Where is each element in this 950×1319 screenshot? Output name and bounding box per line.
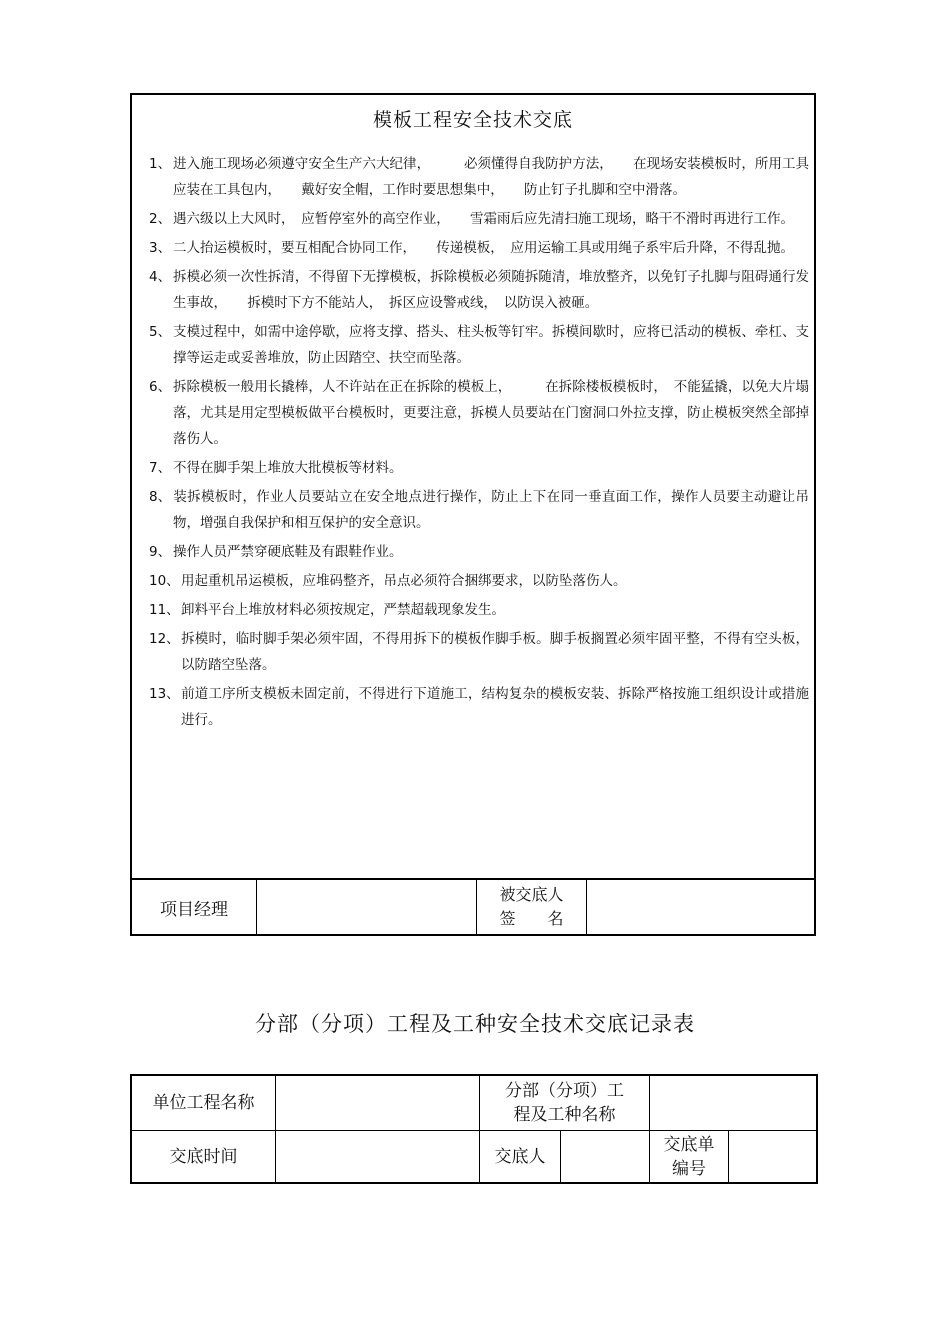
briefing-item: [149, 681, 809, 733]
briefing-item: [149, 568, 809, 594]
item-text: 操作人员严禁穿硬底鞋及有跟鞋作业。: [173, 544, 403, 560]
project-manager-field[interactable]: [257, 880, 477, 934]
subproject-label-line2: 程及工种名称: [513, 1105, 616, 1125]
item-number: 5、: [149, 324, 172, 340]
item-number: 13、: [149, 686, 180, 702]
briefing-item: [149, 374, 809, 452]
item-text: 拆除模板一般用长撬棒，人不许站在正在拆除的模板上， 在拆除楼板模板时， 不能猛撬，以免大片塌落，尤其是用定型模板做平台模板时，更要注意，拆模人员要站在门窗洞口外拉支撑，防止模板突然全部掉落伤人。: [173, 379, 809, 447]
item-number: 9、: [149, 544, 172, 560]
record-row-1: [132, 1076, 816, 1131]
record-table: [130, 1074, 818, 1184]
item-text: 前道工序所支模板未固定前，不得进行下道施工，结构复杂的模板安装、拆除严格按施工组织设计或措施进行。: [181, 686, 809, 728]
item-text: 用起重机吊运模板，应堆码整齐，吊点必须符合捆绑要求，以防坠落伤人。: [181, 573, 627, 589]
item-number: 2、: [149, 211, 172, 227]
item-text: 二人抬运模板时，要互相配合协同工作， 传递模板， 应用运输工具或用绳子系牢后升降，不得乱抛。: [173, 240, 794, 256]
signature-row: [132, 878, 814, 934]
record-row-2: [132, 1131, 816, 1182]
briefing-item: [149, 206, 809, 232]
item-text: 拆模时，临时脚手架必须牢固，不得用拆下的模板作脚手板。脚手板搁置必须牢固平整，不得有空头板，以防踏空坠落。: [181, 631, 809, 673]
unit-name-label: 单位工程名称: [132, 1076, 276, 1130]
briefing-item: [149, 455, 809, 481]
item-number: 12、: [149, 631, 180, 647]
receiver-signature-label: [477, 880, 587, 934]
item-number: 3、: [149, 240, 172, 256]
subproject-field[interactable]: [650, 1076, 816, 1130]
briefing-item: [149, 235, 809, 261]
presenter-label: 交底人: [480, 1131, 561, 1182]
receiver-label-line2: 签 名: [499, 909, 564, 928]
briefing-number-line2: 编号: [672, 1158, 706, 1179]
receiver-signature-field[interactable]: [587, 880, 814, 934]
briefing-item: [149, 539, 809, 565]
item-text: 支模过程中，如需中途停歇，应将支撑、搭头、柱头板等钉牢。拆模间歇时，应将已活动的模板、牵杠、支撑等运走或妥善堆放，防止因踏空、扶空而坠落。: [173, 324, 809, 366]
record-table-title: 分部（分项）工程及工种安全技术交底记录表: [255, 1012, 695, 1036]
item-text: 遇六级以上大风时， 应暂停室外的高空作业， 雪霜雨后应先清扫施工现场，略干不滑时再进行工作。: [173, 211, 794, 227]
briefing-title: 模板工程安全技术交底: [372, 109, 573, 131]
item-number: 6、: [149, 379, 172, 395]
briefing-item: [149, 264, 809, 316]
briefing-number-line1: 交底单: [663, 1134, 715, 1155]
item-number: 8、: [149, 489, 172, 505]
briefing-item: [149, 151, 809, 203]
briefing-number-label: [650, 1131, 729, 1182]
item-text: 拆模必须一次性拆清，不得留下无撑模板，拆除模板必须随拆随清，堆放整齐，以免钉子扎脚与阻碍通行发生事故， 拆模时下方不能站人， 拆区应设警戒线， 以防误入被砸。: [173, 269, 809, 311]
item-number: 4、: [149, 269, 172, 285]
briefing-item: [149, 626, 809, 678]
presenter-field[interactable]: [561, 1131, 650, 1182]
receiver-label-line1: 被交底人: [499, 885, 564, 904]
project-manager-label: 项目经理: [132, 880, 257, 934]
briefing-number-field[interactable]: [729, 1131, 816, 1182]
briefing-items: [149, 151, 809, 736]
briefing-item: [149, 484, 809, 536]
subproject-label: [480, 1076, 650, 1130]
briefing-time-label: 交底时间: [132, 1131, 276, 1182]
briefing-item: [149, 597, 809, 623]
item-number: 11、: [149, 602, 180, 618]
item-number: 1、: [149, 156, 172, 172]
item-text: 装拆模板时，作业人员要站立在安全地点进行操作，防止上下在同一垂直面工作，操作人员要主动避让吊物，增强自我保护和相互保护的安全意识。: [173, 489, 809, 531]
item-text: 进入施工现场必须遵守安全生产六大纪律， 必须懂得自我防护方法， 在现场安装模板时，所用工具应装在工具包内， 戴好安全帽，工作时要思想集中， 防止钉子扎脚和空中滑落。: [173, 156, 809, 198]
unit-name-field[interactable]: [276, 1076, 480, 1130]
subproject-label-line1: 分部（分项）工: [505, 1081, 624, 1101]
item-number: 10、: [149, 573, 180, 589]
item-text: 不得在脚手架上堆放大批模板等材料。: [173, 460, 403, 476]
item-number: 7、: [149, 460, 172, 476]
item-text: 卸料平台上堆放材料必须按规定，严禁超载现象发生。: [181, 602, 505, 618]
briefing-time-field[interactable]: [276, 1131, 480, 1182]
briefing-item: [149, 319, 809, 371]
safety-briefing-box: [130, 93, 816, 936]
